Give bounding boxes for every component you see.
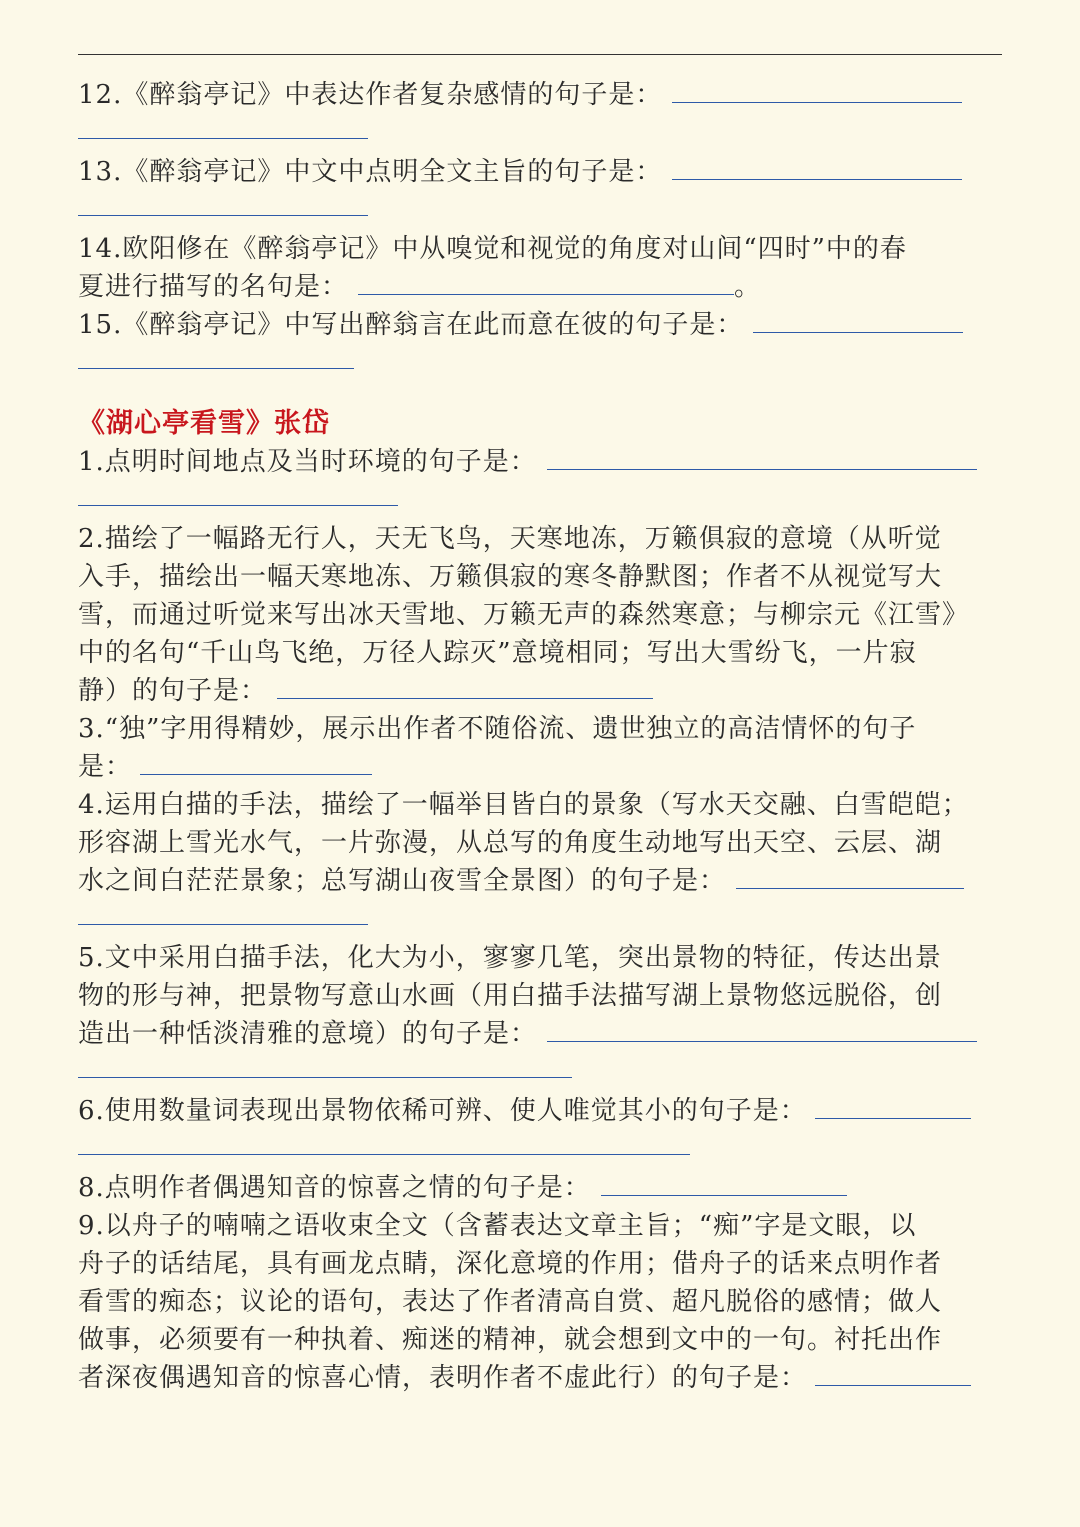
answer-blank[interactable] [277, 674, 653, 699]
answer-blank[interactable] [672, 78, 962, 103]
section-title: 《湖心亭看雪》张岱 [78, 408, 330, 439]
answer-blank[interactable] [358, 270, 734, 295]
answer-blank[interactable] [736, 864, 964, 889]
answer-blank[interactable] [753, 308, 963, 333]
question-9: 9.以舟子的喃喃之语收束全文（含蓄表达文章主旨；“痴”字是文眼，以 舟子的话结尾，具有画龙点睛，深化意境的作用；借舟子的话来点明作者 看雪的痴态；议论的语句，表达了作者清高自赏、超凡脱俗的感情；做人 做事，必须要有一种执着、痴迷的精神，就会想到文中的一句。衬托出作 者深夜偶遇知音的惊喜心情，表明作者不虚此行）的句子是： [78, 1207, 1002, 1397]
question-12: 12.《醉翁亭记》中表达作者复杂感情的句子是： [78, 76, 1002, 114]
question-15: 15.《醉翁亭记》中写出醉翁言在此而意在彼的句子是： [78, 306, 1002, 344]
question-4: 4.运用白描的手法，描绘了一幅举目皆白的景象（写水天交融、白雪皑皑； 形容湖上雪光水气，一片弥漫，从总写的角度生动地写出天空、云层、湖 水之间白茫茫景象；总写湖山夜雪全景图）的句子是： [78, 790, 969, 896]
top-rule [78, 54, 1002, 55]
question-5: 5.文中采用白描手法，化大为小，寥寥几笔，突出景物的特征，传达出景 物的形与神，把景物写意山水画（用白描手法描写湖上景物悠远脱俗，创 造出一种恬淡清雅的意境）的句子是： [78, 939, 1002, 1053]
question-2: 2.描绘了一幅路无行人，天无飞鸟，天寒地冻，万籁俱寂的意境（从听觉 入手，描绘出一幅天寒地冻、万籁俱寂的寒冬静默图；作者不从视觉写大 雪，而通过听觉来写出冰天雪地、万籁无声的森然寒意；与柳宗元《江雪》 中的名句“千山鸟飞绝，万径人踪灭”意境相同；写出大雪纷飞，一片寂 静）的句子是： [78, 524, 970, 706]
answer-blank[interactable] [78, 1053, 572, 1078]
answer-blank[interactable] [78, 1130, 690, 1155]
answer-blank[interactable] [78, 900, 368, 925]
question-1: 1.点明时间地点及当时环境的句子是： [78, 443, 1002, 481]
answer-blank[interactable] [815, 1094, 971, 1119]
worksheet-content [78, 76, 1002, 1397]
answer-blank[interactable] [601, 1171, 847, 1196]
answer-blank[interactable] [547, 445, 977, 470]
question-13: 13.《醉翁亭记》中文中点明全文主旨的句子是： [78, 153, 1002, 191]
answer-blank[interactable] [78, 481, 398, 506]
answer-blank[interactable] [547, 1017, 977, 1042]
question-6: 6.使用数量词表现出景物依稀可辨、使人唯觉其小的句子是： [78, 1092, 1002, 1130]
question-3: 3.“独”字用得精妙，展示出作者不随俗流、遗世独立的高洁情怀的句子 是： [78, 714, 917, 782]
answer-blank[interactable] [78, 191, 368, 216]
answer-blank[interactable] [78, 344, 354, 369]
question-14: 14.欧阳修在《醉翁亭记》中从嗅觉和视觉的角度对山间“四时”中的春 夏进行描写的名句是： 。 [78, 234, 907, 302]
question-8: 8.点明作者偶遇知音的惊喜之情的句子是： [78, 1169, 1002, 1207]
answer-blank[interactable] [815, 1361, 971, 1386]
answer-blank[interactable] [672, 155, 962, 180]
answer-blank[interactable] [78, 114, 368, 139]
answer-blank[interactable] [140, 750, 372, 775]
